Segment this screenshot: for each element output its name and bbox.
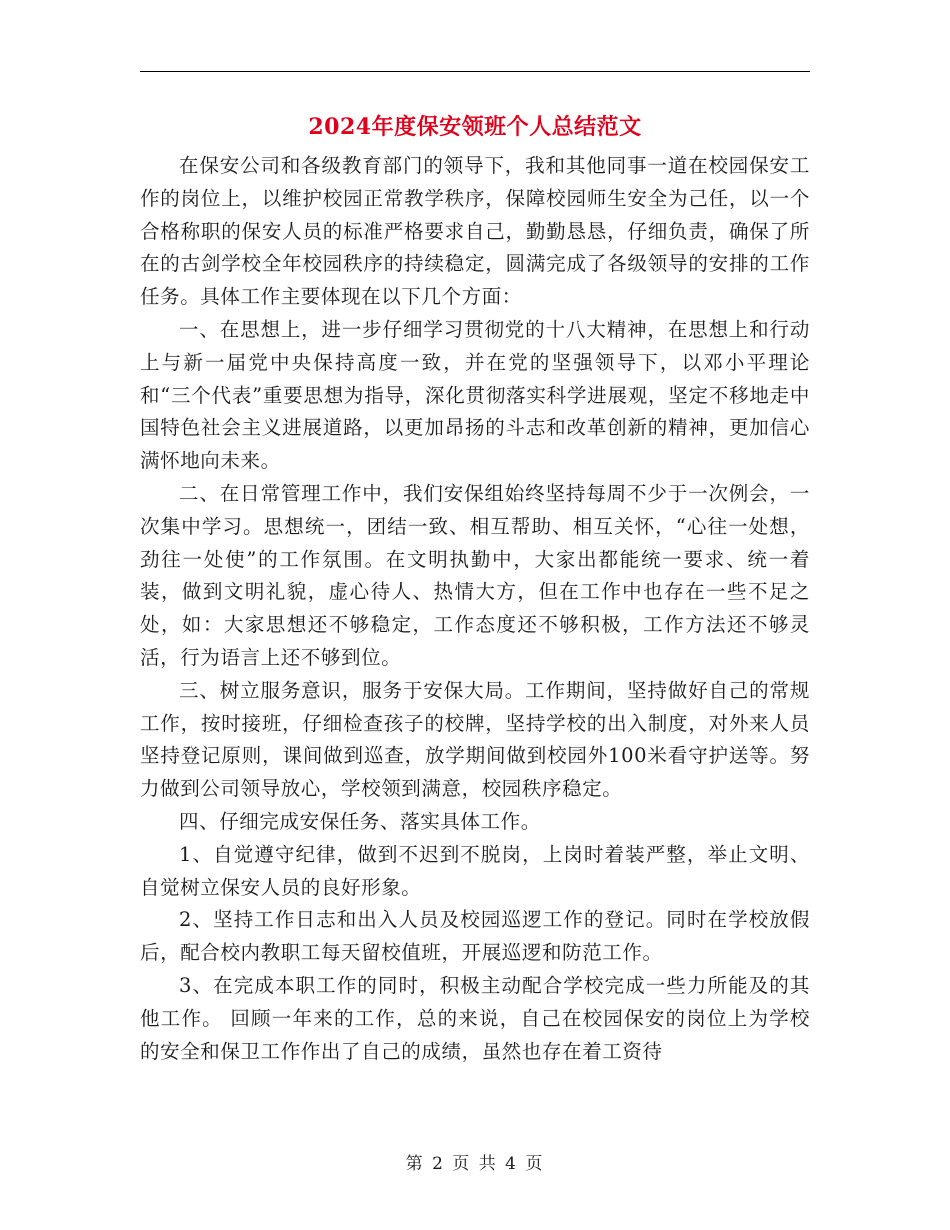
page-number: 第 2 页 共 4 页 [405, 1154, 545, 1174]
document-title: 2024年度保安领班个人总结范文 [308, 114, 642, 140]
paragraph-section-4: 四、仔细完成安保任务、落实具体工作。 [179, 809, 541, 833]
paragraph-item-1: 1、自觉遵守纪律，做到不迟到不脱岗，上岗时着装严整，举止文明、自觉树立保安人员的良好形象。 [140, 842, 810, 899]
paragraph-section-2: 二、在日常管理工作中，我们安保组始终坚持每周不少于一次例会，一次集中学习。思想统一，团结一致、相互帮助、相互关怀，“心往一处想，劲往一处使”的工作氛围。在文明执勤中，大家出都能统一要求、统一着装，做到文明礼貌，虚心待人、热情大方，但在工作中也存在一些不足之处，如：大家思想还不够稳定，工作态度还不够积极，工作方法还不够灵活，行为语言上还不够到位。 [140, 481, 810, 669]
paragraph-item-3: 3、在完成本职工作的同时，积极主动配合学校完成一些力所能及的其他工作。 回顾一年来的工作，总的来说，自己在校园保安的岗位上为学校的安全和保卫工作作出了自己的成绩，虽然也存在着工资待 [140, 973, 810, 1063]
header-rule [140, 71, 810, 72]
paragraph-intro: 在保安公司和各级教育部门的领导下，我和其他同事一道在校园保安工作的岗位上，以维护校园正常教学秩序，保障校园师生安全为己任，以一个合格称职的保安人员的标准严格要求自己，勤勤恳恳，仔细负责，确保了所在的古剑学校全年校园秩序的持续稳定，圆满完成了各级领导的安排的工作任务。具体工作主要体现在以下几个方面： [140, 154, 810, 309]
paragraph-item-2: 2、坚持工作日志和出入人员及校园巡逻工作的登记。同时在学校放假后，配合校内教职工每天留校值班，开展巡逻和防范工作。 [140, 908, 810, 965]
paragraph-section-1: 一、在思想上，进一步仔细学习贯彻党的十八大精神，在思想上和行动上与新一届党中央保持高度一致，并在党的坚强领导下，以邓小平理论和“三个代表”重要思想为指导，深化贯彻落实科学进展观，坚定不移地走中国特色社会主义进展道路，以更加昂扬的斗志和改革创新的精神，更加信心满怀地向未来。 [140, 317, 810, 473]
paragraph-section-3: 三、树立服务意识，服务于安保大局。工作期间，坚持做好自己的常规工作，按时接班，仔细检查孩子的校牌，坚持学校的出入制度，对外来人员坚持登记原则，课间做到巡查，放学期间做到校园外100米看守护送等。努力做到公司领导放心，学校领到满意，校园秩序稳定。 [140, 678, 810, 801]
document-body [140, 150, 810, 1068]
